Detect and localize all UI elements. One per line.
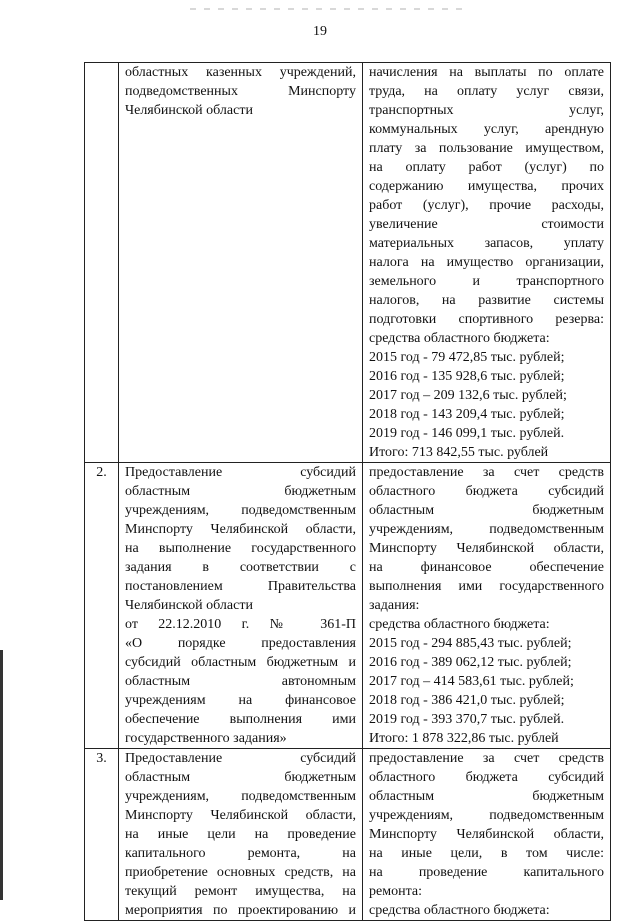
event-text-line: областным автономным bbox=[125, 674, 356, 689]
funding-text-line: ремонта: bbox=[369, 884, 422, 899]
funding-text-line: 2019 год - 393 370,7 тыс. рублей. bbox=[369, 712, 565, 727]
funding-text-line: 2016 год - 135 928,6 тыс. рублей; bbox=[369, 369, 565, 384]
event-text-line: Предоставление субсидий bbox=[125, 465, 356, 480]
event-text-line: учреждениям, подведомственным bbox=[125, 789, 356, 804]
funding-text-line: плату за пользование имуществом, bbox=[369, 141, 604, 156]
funding-text-line: земельного и транспортного bbox=[369, 274, 604, 289]
funding-text-line: 2017 год – 209 132,6 тыс. рублей; bbox=[369, 388, 567, 403]
event-cell bbox=[119, 63, 363, 463]
table-row bbox=[85, 63, 611, 463]
funding-text-line: средства областного бюджета: bbox=[369, 617, 550, 632]
funding-text-line: учреждениям, подведомственным bbox=[369, 522, 604, 537]
funding-text-line: предоставление за счет средств bbox=[369, 465, 604, 480]
funding-text-line: труда, на оплату услуг связи, bbox=[369, 84, 604, 99]
scan-edge-mark bbox=[0, 650, 3, 900]
funding-text-line: работ (услуг), прочие расходы, bbox=[369, 198, 604, 213]
event-text-line: капитального ремонта, на bbox=[125, 846, 356, 861]
event-text-line: государственного задания» bbox=[125, 731, 287, 746]
event-text-line: «О порядке предоставления bbox=[125, 636, 356, 651]
funding-text-line: материальных запасов, уплату bbox=[369, 236, 604, 251]
event-text-line: Предоставление субсидий bbox=[125, 751, 356, 766]
funding-text-line: на иные цели, в том числе: bbox=[369, 846, 604, 861]
funding-text-line: средства областного бюджета: bbox=[369, 331, 550, 346]
funding-text-line: на оплату работ (услуг) по bbox=[369, 160, 604, 175]
funding-text-line: 2017 год – 414 583,61 тыс. рублей; bbox=[369, 674, 574, 689]
event-text-line: текущий ремонт имущества, на bbox=[125, 884, 356, 899]
measures-table-body bbox=[85, 63, 611, 921]
funding-text-line: областным бюджетным bbox=[369, 503, 604, 518]
funding-text-line: коммунальных услуг, арендную bbox=[369, 122, 604, 137]
event-text-line: на выполнение государственного bbox=[125, 541, 356, 556]
funding-text-line: Итого: 1 878 322,86 тыс. рублей bbox=[369, 731, 559, 746]
funding-text-line: 2018 год - 143 209,4 тыс. рублей; bbox=[369, 407, 565, 422]
event-text-line: подведомственных Минспорту bbox=[125, 84, 356, 99]
funding-text-line: налогов, на развитие системы bbox=[369, 293, 604, 308]
event-text-line: Минспорту Челябинской области, bbox=[125, 808, 356, 823]
funding-cell bbox=[363, 63, 611, 463]
event-text-line: обеспечение выполнения ими bbox=[125, 712, 356, 727]
funding-text-line: увеличение стоимости bbox=[369, 217, 604, 232]
event-text-line: на иные цели на проведение bbox=[125, 827, 356, 842]
event-text-line: от 22.12.2010 г. № 361-П bbox=[125, 617, 356, 632]
scan-header-artifact bbox=[190, 8, 470, 10]
row-number-cell: 2. bbox=[85, 463, 119, 749]
event-text-line: субсидий областным бюджетным и bbox=[125, 655, 356, 670]
event-text-line: Челябинской области bbox=[125, 103, 253, 118]
funding-text-line: Минспорту Челябинской области, bbox=[369, 827, 604, 842]
event-text-line: Минспорту Челябинской области, bbox=[125, 522, 356, 537]
funding-text-line: учреждениям, подведомственным bbox=[369, 808, 604, 823]
funding-text-line: предоставление за счет средств bbox=[369, 751, 604, 766]
measures-table bbox=[84, 62, 611, 921]
event-text-line: учреждениям на финансовое bbox=[125, 693, 356, 708]
funding-text-line: Минспорту Челябинской области, bbox=[369, 541, 604, 556]
table-row bbox=[85, 749, 611, 921]
event-text-line: приобретение основных средств, на bbox=[125, 865, 356, 880]
event-text-line: областным бюджетным bbox=[125, 770, 356, 785]
event-text-line: мероприятия по проектированию и bbox=[125, 903, 356, 918]
funding-text-line: транспортных услуг, bbox=[369, 103, 604, 118]
event-text-line: областным бюджетным bbox=[125, 484, 356, 499]
funding-text-line: задания: bbox=[369, 598, 420, 613]
funding-text-line: подготовки спортивного резерва: bbox=[369, 312, 604, 327]
page-number: 19 bbox=[313, 24, 327, 39]
funding-text-line: содержанию имущества, прочих bbox=[369, 179, 604, 194]
funding-text-line: на финансовое обеспечение bbox=[369, 560, 604, 575]
funding-cell bbox=[363, 749, 611, 921]
event-cell bbox=[119, 749, 363, 921]
funding-text-line: областным бюджетным bbox=[369, 789, 604, 804]
funding-text-line: 2016 год - 389 062,12 тыс. рублей; bbox=[369, 655, 572, 670]
funding-cell bbox=[363, 463, 611, 749]
event-text-line: постановлением Правительства bbox=[125, 579, 356, 594]
row-number-cell bbox=[85, 63, 119, 463]
funding-text-line: 2015 год - 79 472,85 тыс. рублей; bbox=[369, 350, 565, 365]
funding-text-line: налога на имущество организации, bbox=[369, 255, 604, 270]
event-text-line: областных казенных учреждений, bbox=[125, 65, 356, 80]
funding-text-line: 2018 год - 386 421,0 тыс. рублей; bbox=[369, 693, 565, 708]
table-row bbox=[85, 463, 611, 749]
funding-text-line: средства областного бюджета: bbox=[369, 903, 550, 918]
event-text-line: учреждениям, подведомственным bbox=[125, 503, 356, 518]
funding-text-line: начисления на выплаты по оплате bbox=[369, 65, 604, 80]
funding-text-line: 2019 год - 146 099,1 тыс. рублей. bbox=[369, 426, 565, 441]
funding-text-line: областного бюджета субсидий bbox=[369, 484, 604, 499]
funding-text-line: 2015 год - 294 885,43 тыс. рублей; bbox=[369, 636, 572, 651]
event-text-line: Челябинской области bbox=[125, 598, 253, 613]
funding-text-line: областного бюджета субсидий bbox=[369, 770, 604, 785]
funding-text-line: Итого: 713 842,55 тыс. рублей bbox=[369, 445, 549, 460]
row-number-cell: 3. bbox=[85, 749, 119, 921]
event-cell bbox=[119, 463, 363, 749]
funding-text-line: на проведение капитального bbox=[369, 865, 604, 880]
funding-text-line: выполнения ими государственного bbox=[369, 579, 604, 594]
event-text-line: задания в соответствии с bbox=[125, 560, 356, 575]
